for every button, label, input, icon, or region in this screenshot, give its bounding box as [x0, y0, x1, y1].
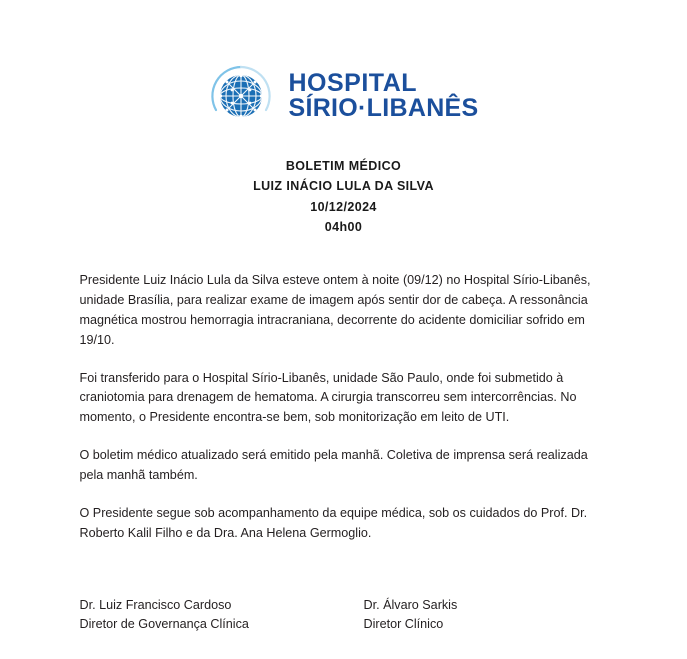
signature-left-name: Dr. Luiz Francisco Cardoso [79, 597, 232, 612]
hospital-logo-wordmark [288, 69, 478, 122]
bulletin-body [80, 271, 608, 544]
hospital-logo-mark-icon [208, 62, 274, 128]
signature-right [324, 596, 608, 635]
signature-right-role: Diretor Clínico [363, 617, 444, 632]
bulletin-header [0, 156, 687, 237]
bulletin-date: 10/12/2024 [310, 199, 377, 214]
patient-name: LUIZ INÁCIO LULA DA SILVA [253, 179, 434, 194]
bulletin-title: BOLETIM MÉDICO [285, 159, 402, 173]
bulletin-time: 04h00 [324, 219, 363, 234]
bulletin-paragraph-3: O boletim médico atualizado será emitido pela manhã. Coletiva de imprensa será realizada pela manhã também. [79, 448, 588, 483]
signature-block [80, 596, 608, 635]
signature-right-name: Dr. Álvaro Sarkis [363, 597, 458, 612]
bulletin-paragraph-4: O Presidente segue sob acompanhamento da equipe médica, sob os cuidados do Prof. Dr. Roberto Kalil Filho e da Dra. Ana Helena Germoglio. [79, 506, 588, 540]
bulletin-paragraph-2: Foi transferido para o Hospital Sírio-Libanês, unidade São Paulo, onde foi submetido à craniotomia para drenagem de hematoma. A cirurgia transcorreu sem intercorrências. No momento, o Presidente encontra-se bem, sob monitorização em leito de UTI. [79, 370, 577, 425]
hospital-logo-line1: HOSPITAL [288, 68, 418, 97]
hospital-logo [0, 0, 687, 128]
hospital-logo-line2: SÍRIO·LIBANÊS [288, 94, 479, 122]
bulletin-paragraph-1: Presidente Luiz Inácio Lula da Silva esteve ontem à noite (09/12) no Hospital Sírio-Libanês, unidade Brasília, para realizar exame de imagem após sentir dor de cabeça. A ressonância magnética mostrou hemorragia intracraniana, decorrente do acidente domiciliar sofrido em 19/10. [79, 273, 591, 347]
signature-left-role: Diretor de Governança Clínica [79, 617, 249, 632]
signature-left [80, 596, 324, 635]
